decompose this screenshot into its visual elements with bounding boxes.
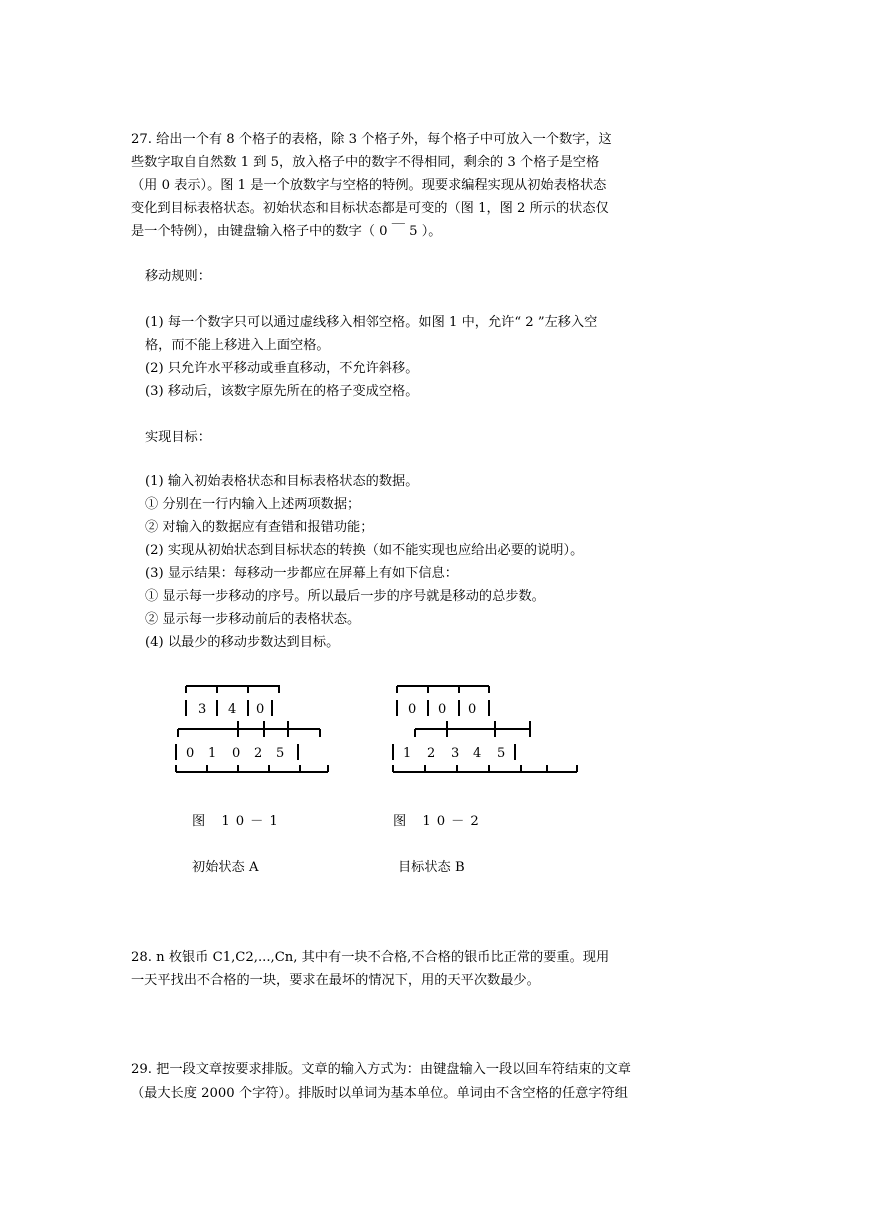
figure-2-caption: 图 10－2 [393,814,485,829]
cell-bottom-4: 2 [254,746,263,761]
rules-heading: 移动规则： [145,269,211,284]
figure-2-label: 目标状态 B [398,860,465,875]
goal-line-4: (2) 实现从初始状态到目标状态的转换（如不能实现也应给出必要的说明）。 [145,543,584,558]
goal-line-5: (3) 显示结果：每移动一步都应在屏幕上有如下信息： [145,566,458,581]
cell-bottom-5: 5 [276,746,285,761]
cell-top-3: 0 [256,702,265,717]
cell-bottom-3: 3 [451,746,460,761]
goal-line-8: (4) 以最少的移动步数达到目标。 [145,635,340,650]
cell-top-3: 0 [468,702,477,717]
cell-bottom-3: 0 [232,746,241,761]
rule-line-1: (1) 每一个数字只可以通过虚线移入相邻空格。如图 1 中，允许“ 2 ”左移入空 [145,315,598,330]
cell-bottom-5: 5 [497,746,506,761]
cell-top-2: 0 [438,702,447,717]
goal-line-2: ① 分别在一行内输入上述两项数据； [145,497,361,512]
figure-target-state [385,680,585,780]
figure-initial-grid [170,680,340,780]
rule-line-2: 格，而不能上移进入上面空格。 [145,338,330,353]
cell-bottom-4: 4 [473,746,482,761]
figure-initial-state [170,680,340,780]
cell-bottom-1: 0 [186,746,195,761]
goal-line-6: ① 显示每一步移动的序号。所以最后一步的序号就是移动的总步数。 [145,589,545,604]
p27-line-4: 变化到目标表格状态。初始状态和目标状态都是可变的（图 1，图 2 所示的状态仅 [131,201,609,216]
cell-top-1: 3 [198,702,207,717]
p27-line-2: 些数字取自自然数 1 到 5，放入格子中的数字不得相同，剩余的 3 个格子是空格 [131,155,600,170]
goal-line-1: (1) 输入初始表格状态和目标表格状态的数据。 [145,474,419,489]
goals-heading: 实现目标： [145,430,211,445]
rule-line-3: (2) 只允许水平移动或垂直移动，不允许斜移。 [145,361,419,376]
goal-line-7: ② 显示每一步移动前后的表格状态。 [145,612,361,627]
cell-bottom-1: 1 [403,746,412,761]
p29-line-2: （最大长度 2000 个字符）。排版时以单词为基本单位。单词由不含空格的任意字符组 [131,1086,628,1101]
rule-line-4: (3) 移动后，该数字原先所在的格子变成空格。 [145,384,419,399]
p29-line-1: 29. 把一段文章按要求排版。文章的输入方式为：由键盘输入一段以回车符结束的文章 [131,1062,631,1077]
figure-1-label: 初始状态 A [192,860,259,875]
p27-line-5: 是一个特例），由键盘输入格子中的数字（ 0 ￣ 5 ）。 [131,224,442,239]
p27-line-1: 27. 给出一个有 8 个格子的表格，除 3 个格子外，每个格子中可放入一个数字，这 [131,132,612,147]
cell-top-1: 0 [408,702,417,717]
cell-top-2: 4 [228,702,237,717]
p27-line-3: （用 0 表示）。图 1 是一个放数字与空格的特例。现要求编程实现从初始表格状态 [131,178,607,193]
p28-line-2: 一天平找出不合格的一块，要求在最坏的情况下，用的天平次数最少。 [131,973,540,988]
goal-line-3: ② 对输入的数据应有查错和报错功能； [145,520,374,535]
cell-bottom-2: 2 [427,746,436,761]
figure-target-grid [385,680,585,780]
figure-1-caption: 图 10－1 [192,814,284,829]
cell-bottom-2: 1 [208,746,217,761]
p28-line-1: 28. n 枚银币 C1,C2,...,Cn, 其中有一块不合格,不合格的银币比正常的要重。现用 [131,950,610,965]
